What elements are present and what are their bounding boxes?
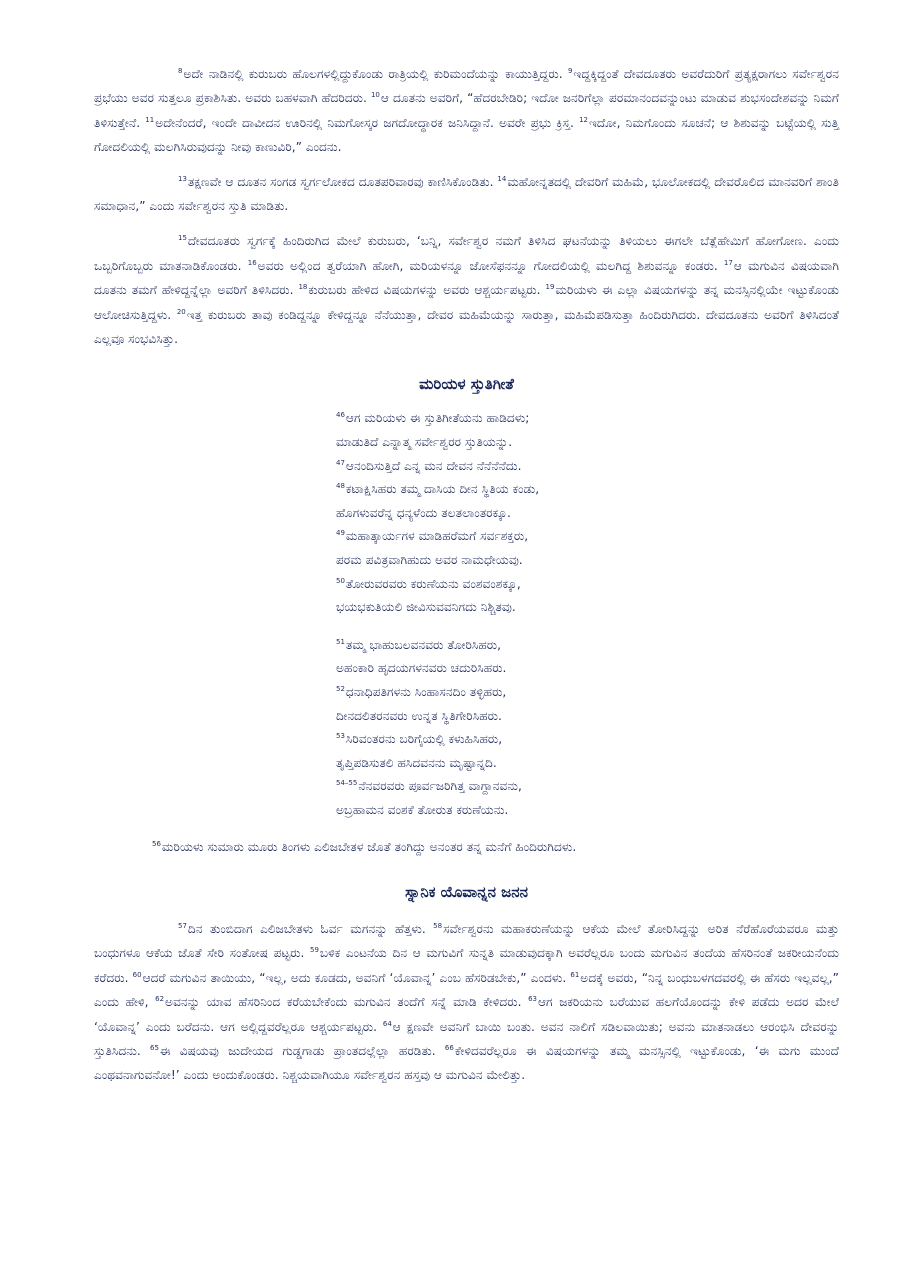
verse-text: ಅದಕ್ಕೆ ಅವರು, “ನಿನ್ನ ಬಂಧುಬಳಗದವರಲ್ಲಿ ಈ ಹೆಸರು ಇಲ್ಲವಲ್ಲ,” ಎಂದು ಹೇಳಿ, bbox=[94, 970, 839, 1010]
verse-number: 18 bbox=[298, 283, 308, 292]
poem-magnificat bbox=[336, 407, 839, 822]
paragraph-verses-13-14 bbox=[94, 170, 839, 219]
verse bbox=[178, 67, 568, 81]
verse-text: ಇತ್ತ ಕುರುಬರು ತಾವು ಕಂಡಿದ್ದನ್ನೂ ಕೇಳಿದ್ದನ್ನೂ ನೆನೆಯುತ್ತಾ, ದೇವರ ಮಹಿಮೆಯನ್ನು ಸಾರುತ್ತಾ, ಮಹಿಮೆಪಡಿಸುತ್ತಾ ಹಿಂದಿರುಗಿದರು. ದೇವದೂತನು ಅವರಿಗೆ ತಿಳಿಸಿದಂತೆ ಎಲ್ಲವೂ ಸಂಭವಿಸಿತ್ತು. bbox=[94, 307, 839, 347]
poem-line-text: ಧನಾಧಿಪತಿಗಳನು ಸಿಂಹಾಸನದಿಂ ತಳ್ಳಿಹರು, bbox=[345, 685, 507, 699]
poem-line-text: ಆನಂದಿಸುತ್ತಿದೆ ಎನ್ನ ಮನ ದೇವನ ನೆನೆನೆನೆದು. bbox=[345, 458, 522, 473]
verse bbox=[248, 259, 724, 273]
verse-text: ಇದ್ದಕ್ಕಿದ್ದಂತೆ ದೇವದೂತರು ಅವರೆದುರಿಗೆ ಪ್ರತ್ಯಕ್ಷರಾಗಲು ಸರ್ವೇಶ್ವರನ ಪ್ರಭೆಯು ಅವರ ಸುತ್ತಲೂ ಪ್ರಕಾಶಿಸಿತು. ಅವರು ಬಹಳವಾಗಿ ಹೆದರಿದರು. bbox=[94, 67, 839, 106]
poem-line-text: ಮಹಾತ್ಕಾರ್ಯಗಳ ಮಾಡಿಹರೆಮಗೆ ಸರ್ವಶಕ್ತರು, bbox=[345, 529, 529, 544]
verse-number: 59 bbox=[309, 946, 319, 955]
paragraph-verses-8-12 bbox=[94, 62, 839, 160]
verse-text: ಇದೋ, ನಿಮಗೊಂದು ಸೂಚನೆ; ಆ ಶಿಶುವನ್ನು ಬಟ್ಟೆಯಲ್ಲಿ ಸುತ್ತಿ ಗೋದಲಿಯಲ್ಲಿ ಮಲಗಿಸಿರುವುದನ್ನು ನೀವು ಕಾಣುವಿರಿ,” ಎಂದನು. bbox=[94, 115, 840, 155]
paragraph-verses-15-20 bbox=[94, 229, 839, 351]
verse-text: ಕೇಳಿದವರೆಲ್ಲರೂ ಈ ವಿಷಯಗಳನ್ನು ತಮ್ಮ ಮನಸ್ಸಿನಲ್ಲಿ ಇಟ್ಟುಕೊಂಡು, ‘ಈ ಮಗು ಮುಂದೆ ಎಂಥವನಾಗುವನೋ!’ ಎಂದು ಅಂದುಕೊಂಡರು. ನಿಶ್ಚಯವಾಗಿಯೂ ಸರ್ವೇಶ್ವರನ ಹಸ್ತವು ಆ ಮಗುವಿನ ಮೇಲಿತ್ತು. bbox=[94, 1044, 839, 1083]
poem-line-text: ಕಟಾಕ್ಷಿಸಿಹರು ತಮ್ಮ ದಾಸಿಯ ದೀನ ಸ್ಥಿತಿಯ ಕಂಡು, bbox=[345, 482, 540, 497]
verse-number: 9 bbox=[567, 67, 573, 75]
poem-line bbox=[336, 431, 839, 455]
verse-text: ಮರಿಯಳು ಸುಮಾರು ಮೂರು ತಿಂಗಳು ಎಲಿಜಬೇತಳ ಜೊತೆ ತಂಗಿದ್ದು ಅನಂತರ ತನ್ನ ಮನೆಗೆ ಹಿಂದಿರುಗಿದಳು. bbox=[161, 839, 577, 854]
verse-text: ದಿನ ತುಂಬಿದಾಗ ಎಲಿಜಬೇತಳು ಓರ್ವ ಮಗನನ್ನು ಹೆತ್ತಳು. bbox=[187, 921, 434, 936]
verse-number: 11 bbox=[145, 115, 155, 124]
poem-line bbox=[336, 657, 839, 681]
verse-number: 63 bbox=[528, 995, 537, 1004]
verse-text: ಅದೇ ನಾಡಿನಲ್ಲಿ ಕುರುಬರು ಹೊಲಗಳಲ್ಲಿದ್ದುಕೊಂಡು ರಾತ್ರಿಯಲ್ಲಿ ಕುರಿಮಂದೆಯನ್ನು ಕಾಯುತ್ತಿದ್ದರು. bbox=[183, 67, 568, 81]
verse-number: 66 bbox=[444, 1044, 454, 1052]
poem-line-text: ತೃಪ್ತಿಪಡಿಸುತಲಿ ಹಸಿದವನನು ಮೃಷ್ಟಾನ್ನದಿ. bbox=[336, 755, 497, 770]
verse-text: ಮಹೋನ್ನತದಲ್ಲಿ ದೇವರಿಗೆ ಮಹಿಮೆ, ಭೂಲೋಕದಲ್ಲಿ ದೇವರೊಲಿದ ಮಾನವರಿಗೆ ಶಾಂತಿ ಸಮಾಧಾನ,” ಎಂದು ಸರ್ವೇಶ್ವರನ ಸ್ತುತಿ ಮಾಡಿತು. bbox=[94, 174, 839, 214]
poem-line-text: ಭಯಭಕುತಿಯಲಿ ಜೀವಿಸುವವನಿಗದು ನಿಶ್ಚಿತವು. bbox=[336, 600, 516, 615]
paragraph-verses-57-66 bbox=[94, 917, 839, 1088]
verse-number: 52 bbox=[336, 685, 345, 693]
verse bbox=[150, 1044, 445, 1058]
verse-text: ಈ ವಿಷಯವು ಜುದೇಯದ ಗುಡ್ಡಗಾಡು ಪ್ರಾಂತದಲ್ಲೆಲ್ಲಾ ಹರಡಿತು. bbox=[159, 1044, 445, 1058]
verse-number: 54–55 bbox=[336, 779, 358, 788]
poem-line bbox=[336, 573, 839, 597]
verse-number: 53 bbox=[336, 732, 345, 741]
verse bbox=[178, 922, 433, 936]
verse-number: 12 bbox=[579, 115, 589, 124]
poem-line bbox=[336, 502, 839, 526]
verse bbox=[94, 308, 839, 346]
verse bbox=[145, 116, 579, 130]
poem-line bbox=[336, 752, 839, 776]
verse-text: ಬಳಿಕ ಎಂಟನೆಯ ದಿನ ಆ ಮಗುವಿಗೆ ಸುನ್ನತಿ ಮಾಡುವುದಕ್ಕಾಗಿ ಅವರೆಲ್ಲರೂ ಬಂದು ಮಗುವಿನ ತಂದೆಯ ಹೆಸರಿನಂತೆ ಜಕರೀಯನೆಂದು ಕರೆದರು. bbox=[94, 946, 839, 985]
poem-stanza-2 bbox=[336, 634, 839, 823]
poem-line bbox=[336, 728, 839, 752]
verse-number: 57 bbox=[178, 921, 187, 930]
verse-number: 47 bbox=[336, 458, 345, 467]
verse-text: ಆ ಕ್ಷಣವೇ ಅವನಿಗೆ ಬಾಯಿ ಬಂತು. ಅವನ ನಾಲಿಗೆ ಸಡಿಲವಾಯಿತು; ಅವನು ಮಾತನಾಡಲು ಆರಂಭಿಸಿ ದೇವರನ್ನು ಸ್ತುತಿಸಿದನು. bbox=[94, 1019, 839, 1058]
verse-number: 17 bbox=[723, 258, 733, 267]
section-heading-birth-of-john: ಸ್ನಾನಿಕ ಯೊವಾನ್ನನ ಜನನ bbox=[405, 882, 528, 901]
verse-number: 20 bbox=[176, 307, 186, 316]
verse-number: 14 bbox=[497, 174, 507, 183]
poem-line bbox=[336, 681, 839, 705]
verse bbox=[298, 283, 545, 297]
verse-text: ಆ ಮಗುವಿನ ವಿಷಯವಾಗಿ ದೂತನು ತಮಗೆ ಹೇಳಿದ್ದನ್ನೆಲ್ಲಾ ಅವರಿಗೆ ತಿಳಿಸಿದರು. bbox=[94, 258, 839, 298]
poem-line bbox=[336, 478, 839, 502]
poem-line-text: ತಮ್ಮ ಭಾಹುಬಲವನವರು ತೋರಿಸಿಹರು, bbox=[345, 637, 502, 652]
verse-number: 13 bbox=[178, 174, 187, 183]
verse-number: 62 bbox=[155, 995, 165, 1004]
verse-number: 15 bbox=[178, 234, 187, 243]
poem-line-text: ಸಿರಿವಂತರನು ಬರಿಗೈಯಲ್ಲಿ ಕಳುಹಿಸಿಹರು, bbox=[345, 732, 503, 747]
verse-number: 60 bbox=[132, 970, 142, 979]
poem-line bbox=[336, 596, 839, 620]
verse-number: 64 bbox=[382, 1019, 392, 1028]
verse-text: ಆಗ ಜಕರಿಯನು ಬರೆಯುವ ಹಲಗೆಯೊಂದನ್ನು ಕೇಳಿ ಪಡೆದು ಅದರ ಮೇಲೆ ‘ಯೊವಾನ್ನ’ ಎಂದು ಬರೆದನು. ಆಗ ಅಲ್ಲಿದ್ದವರೆಲ್ಲರೂ ಆಶ್ಚರ್ಯಪಟ್ಟರು. bbox=[94, 995, 839, 1034]
verse bbox=[178, 175, 497, 189]
verse-number: 10 bbox=[370, 91, 380, 100]
verse-number: 8 bbox=[178, 67, 183, 75]
poem-line-text: ಆಗ ಮರಿಯಳು ಈ ಸ್ತುತಿಗೀತೆಯನು ಹಾಡಿದಳು; bbox=[345, 411, 530, 426]
poem-line-text: ಹೊಗಳುವರೆನ್ನ ಧನ್ಯಳೆಂದು ತಲತಲಾಂತರಕ್ಕೂ. bbox=[336, 505, 511, 520]
verse-number: 61 bbox=[570, 970, 580, 979]
verse bbox=[155, 995, 528, 1009]
verse bbox=[133, 971, 571, 985]
verse-number: 16 bbox=[247, 258, 257, 267]
poem-line-text: ತೋರುವರವರು ಕರುಣೆಯನು ವಂಶವಂಶಕ್ಕೂ, bbox=[345, 576, 521, 591]
verse-number: 65 bbox=[150, 1044, 159, 1052]
poem-line-text: ಅಬ್ರಹಾಮನ ವಂಶಕೆ ತೋರುತ ಕರುಣೆಯನು. bbox=[336, 802, 509, 817]
verse-number: 46 bbox=[336, 411, 345, 420]
verse-text: ಮರಿಯಳು ಈ ಎಲ್ಲಾ ವಿಷಯಗಳನ್ನು ತನ್ನ ಮನಸ್ಸಿನಲ್ಲಿಯೇ ಇಟ್ಟುಕೊಂಡು ಆಲೋಚಿಸುತ್ತಿದ್ದಳು. bbox=[94, 283, 839, 322]
poem-line bbox=[336, 799, 839, 823]
verse-text: ಆ ದೂತನು ಅವರಿಗೆ, “ಹೆದರಬೇಡಿರಿ; ಇದೋ ಜನರಿಗೆಲ್ಲಾ ಪರಮಾನಂದವನ್ನುಂಟು ಮಾಡುವ ಶುಭಸಂದೇಶವನ್ನು ನಿಮಗೆ ತಿಳಿಸುತ್ತೇನೆ. bbox=[94, 91, 839, 130]
poem-stanza-1 bbox=[336, 407, 839, 619]
verse-text: ಅವನನ್ನು ಯಾವ ಹೆಸರಿನಿಂದ ಕರೆಯಬೇಕೆಂದು ಮಗುವಿನ ತಂದೆಗೆ ಸನ್ನೆ ಮಾಡಿ ಕೇಳಿದರು. bbox=[165, 995, 529, 1010]
verse-text: ಸರ್ವೇಶ್ವರನು ಮಹಾಕರುಣೆಯನ್ನು ಆಕೆಯ ಮೇಲೆ ತೋರಿಸಿದ್ದನ್ನು ಅರಿತ ನೆರೆಹೊರೆಯವರೂ ಮತ್ತು ಬಂಧುಗಳೂ ಆಕೆಯ ಜೊತೆ ಸೇರಿ ಸಂತೋಷ ಪಟ್ಟರು. bbox=[94, 921, 839, 961]
verse-number: 48 bbox=[336, 482, 345, 491]
poem-line bbox=[336, 634, 839, 658]
poem-line bbox=[336, 705, 839, 729]
poem-line-text: ನೆನವರವರು ಪೂರ್ವಜರಿಗಿತ್ತ ವಾಗ್ದಾನವನು, bbox=[358, 779, 522, 794]
poem-line bbox=[336, 775, 839, 799]
poem-line bbox=[336, 455, 839, 479]
verse-number: 49 bbox=[336, 529, 345, 538]
verse-text: ತಕ್ಷಣವೇ ಆ ದೂತನ ಸಂಗಡ ಸ್ವರ್ಗಲೋಕದ ದೂತಪರಿವಾರವು ಕಾಣಿಸಿಕೊಂಡಿತು. bbox=[187, 174, 498, 189]
poem-line-text: ಮಾಡುತಿದೆ ಎನ್ನಾತ್ಮ ಸರ್ವೇಶ್ವರರ ಸ್ತುತಿಯನ್ನು. bbox=[336, 435, 513, 450]
verse-text: ಅವರು ಅಲ್ಲಿಂದ ತ್ವರೆಯಾಗಿ ಹೋಗಿ, ಮರಿಯಳನ್ನೂ ಜೋಸೆಫನನ್ನೂ ಗೋದಲಿಯಲ್ಲಿ ಮಲಗಿದ್ದ ಶಿಶುವನ್ನೂ ಕಂಡರು. bbox=[257, 258, 724, 273]
poem-line bbox=[336, 407, 839, 431]
poem-line-text: ಪರಮ ಪವಿತ್ರವಾಗಿಹುದು ಅವರ ನಾಮಧೇಯವು. bbox=[336, 553, 523, 568]
verse-text: ದೇವದೂತರು ಸ್ವರ್ಗಕ್ಕೆ ಹಿಂದಿರುಗಿದ ಮೇಲೆ ಕುರುಬರು, ‘ಬನ್ನಿ, ಸರ್ವೇಶ್ವರ ನಮಗೆ ತಿಳಿಸಿದ ಘಟನೆಯನ್ನು ತಿಳಿಯಲು ಈಗಲೇ ಬೆತ್ಲೆಹೇಮಿಗೆ ಹೋಗೋಣ. ಎಂದು ಒಬ್ಬರಿಗೊಬ್ಬರು ಮಾತನಾಡಿಕೊಂಡರು. bbox=[94, 234, 839, 273]
poem-line-text: ಅಹಂಕಾರಿ ಹೃದಯಗಳನವರು ಚದುರಿಸಿಹರು. bbox=[336, 661, 507, 676]
verse-text: ಕುರುಬರು ಹೇಳಿದ ವಿಷಯಗಳನ್ನು ಅವರು ಆಶ್ಚರ್ಯಪಟ್ಟರು. bbox=[308, 283, 546, 298]
verse-number: 58 bbox=[433, 921, 443, 930]
verse-number: 51 bbox=[336, 637, 345, 646]
verse-number: 19 bbox=[545, 283, 555, 292]
poem-line bbox=[336, 525, 839, 549]
poem-line bbox=[336, 549, 839, 573]
verse-number: 50 bbox=[336, 576, 345, 585]
verse-number: 56 bbox=[152, 839, 161, 848]
verse-text: ಆದರೆ ಮಗುವಿನ ತಾಯಿಯು, “ಇಲ್ಲ, ಅದು ಕೂಡದು, ಅವನಿಗೆ ‘ಯೊವಾನ್ನ’ ಎಂಬ ಹೆಸರಿಡಬೇಕು,” ಎಂದಳು. bbox=[142, 970, 571, 985]
verse-text: ಅದೇನೆಂದರೆ, ಇಂದೇ ದಾವೀದನ ಊರಿನಲ್ಲಿ ನಿಮಗೋಸ್ಕರ ಜಗದೋದ್ಧಾರಕ ಜನಿಸಿದ್ದಾನೆ. ಅವರೇ ಪ್ರಭು ಕ್ರಿಸ್ತ. bbox=[155, 115, 580, 130]
poem-line-text: ದೀನದಲಿತರನವರು ಉನ್ನತ ಸ್ಥಿತಿಗೇರಿಸಿಹರು. bbox=[336, 708, 502, 723]
section-heading-magnificat: ಮರಿಯಳ ಸ್ತುತಿಗೀತೆ bbox=[419, 375, 514, 394]
verse-56 bbox=[94, 835, 839, 859]
